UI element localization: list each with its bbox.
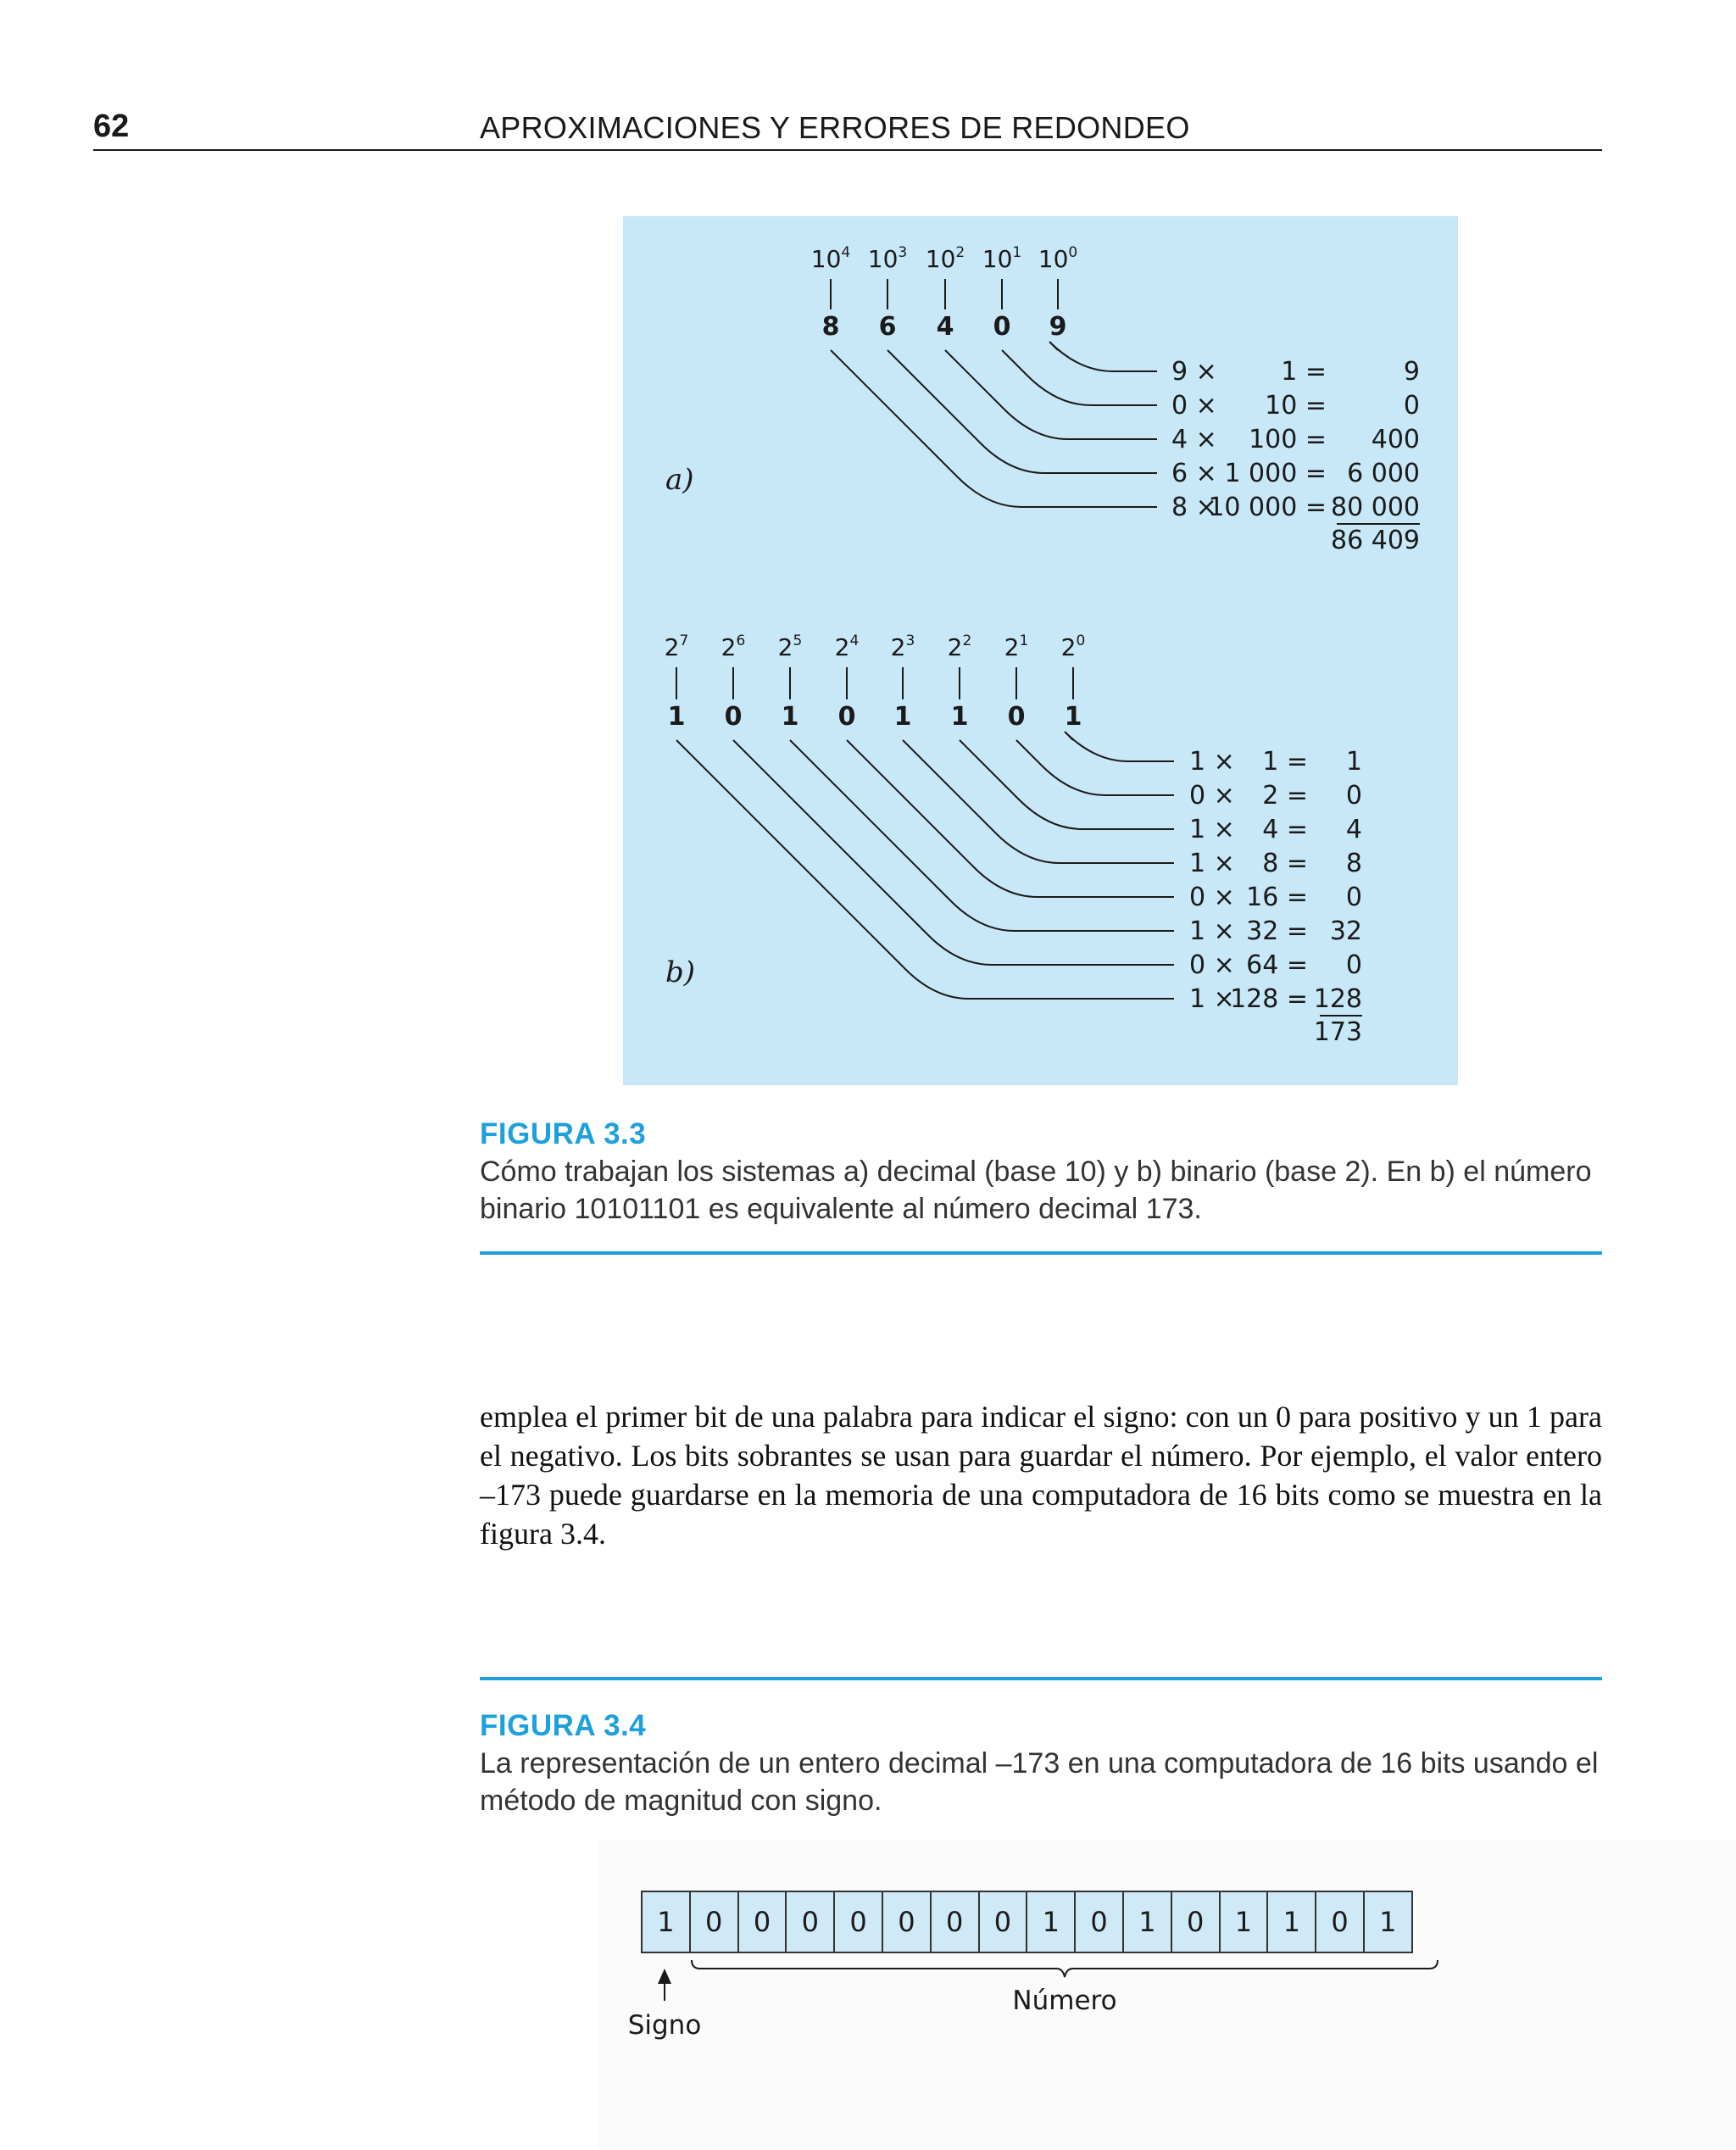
power-exponent: 3 <box>898 244 908 261</box>
row-multiplier: 1 × <box>1189 849 1235 878</box>
row-product: 0 <box>1345 781 1362 810</box>
power-exponent: 5 <box>793 632 803 649</box>
row-product: 128 <box>1313 984 1362 1014</box>
power-base: 2 <box>777 633 793 661</box>
row-multiplier: 4 × <box>1171 425 1217 454</box>
power-label <box>868 244 907 273</box>
sum-total: 173 <box>1313 1017 1362 1047</box>
power-exponent: 7 <box>679 632 689 649</box>
connector-line <box>1016 740 1174 795</box>
magnitude-bit-cell: 0 <box>691 1891 739 1953</box>
body-paragraph: emplea el primer bit de una palabra para indicar el signo: con un 0 para positivo y un 1 para el negativo. Los bits sobrantes se usan para guardar el número. Por ejemplo, el valor entero –173 puede guardarse en la memoria de una computadora de 16 bits como se muestra en la figura 3.4. <box>480 1400 1602 1551</box>
power-label <box>1004 632 1029 661</box>
row-product: 80 000 <box>1331 493 1420 522</box>
figure-3-4-caption: La representación de un entero decimal –173 en una computadora de 16 bits usando el método de magnitud con signo. <box>480 1747 1599 1817</box>
power-label <box>926 244 965 273</box>
connector-line <box>887 350 1157 473</box>
row-place-value: 2 = <box>1262 781 1308 810</box>
figure-3-3-diagram <box>623 216 1458 1085</box>
connector-line <box>676 740 1174 999</box>
part-b-label: b) <box>665 955 696 989</box>
row-place-value: 1 = <box>1281 357 1327 387</box>
row-product: 9 <box>1403 357 1420 387</box>
connector-line <box>1049 342 1157 371</box>
power-base: 2 <box>834 633 850 661</box>
power-label <box>982 244 1021 273</box>
connector-line <box>1002 350 1157 405</box>
magnitude-bit-cell: 0 <box>932 1891 980 1953</box>
row-multiplier: 0 × <box>1171 391 1217 421</box>
row-multiplier: 1 × <box>1189 815 1235 844</box>
row-place-value: 10 000 = <box>1208 493 1327 522</box>
power-exponent: 0 <box>1068 244 1078 261</box>
row-place-value: 1 = <box>1262 747 1308 777</box>
row-place-value: 8 = <box>1262 849 1308 878</box>
digit: 0 <box>837 702 856 732</box>
digit: 4 <box>936 312 954 342</box>
power-exponent: 1 <box>1012 244 1022 261</box>
sign-arrow-icon <box>658 1969 671 1984</box>
bit-register <box>641 1891 1413 1953</box>
magnitude-bit-cell: 0 <box>739 1891 787 1953</box>
digit: 0 <box>1007 702 1026 732</box>
figure-3-4-annotations <box>598 1950 1446 2043</box>
digit: 1 <box>893 702 912 732</box>
connector-line <box>1065 732 1174 761</box>
magnitude-bit-cell: 0 <box>980 1891 1028 1953</box>
magnitude-bit-cell: 1 <box>1365 1891 1413 1953</box>
row-product: 6 000 <box>1347 459 1420 488</box>
power-exponent: 2 <box>962 632 972 649</box>
row-product: 1 <box>1345 747 1362 777</box>
power-label <box>1038 244 1077 273</box>
row-multiplier: 1 × <box>1189 747 1235 777</box>
power-base: 2 <box>890 633 906 661</box>
row-place-value: 128 = <box>1230 984 1308 1014</box>
power-base: 2 <box>664 633 680 661</box>
connector-line <box>831 350 1157 507</box>
row-product: 0 <box>1345 950 1362 980</box>
magnitude-bit-cell: 0 <box>835 1891 883 1953</box>
running-header-title: APROXIMACIONES Y ERRORES DE REDONDEO <box>480 110 1190 145</box>
power-label <box>665 632 689 661</box>
header-rule <box>93 149 1602 151</box>
magnitude-bit-cell: 0 <box>1076 1891 1124 1953</box>
row-multiplier: 1 × <box>1189 916 1235 946</box>
magnitude-bit-cell: 1 <box>1027 1891 1076 1953</box>
magnitude-bit-cell: 0 <box>883 1891 932 1953</box>
row-place-value: 64 = <box>1246 950 1308 980</box>
digit: 1 <box>1064 702 1082 732</box>
row-multiplier: 8 × <box>1171 493 1217 522</box>
power-base: 10 <box>1038 245 1069 273</box>
row-multiplier: 0 × <box>1189 950 1235 980</box>
part-a-label: a) <box>665 463 694 497</box>
power-label <box>835 632 860 661</box>
figure-3-4-label: FIGURA 3.4 <box>480 1709 647 1742</box>
digit: 6 <box>878 312 897 342</box>
sign-bit-cell: 1 <box>643 1891 691 1953</box>
power-label <box>948 632 972 661</box>
magnitude-bit-cell: 0 <box>1316 1891 1365 1953</box>
figure-3-4-rule <box>480 1677 1602 1680</box>
power-base: 10 <box>982 245 1013 273</box>
power-label <box>811 244 850 273</box>
row-place-value: 10 = <box>1265 391 1327 421</box>
power-base: 10 <box>925 245 956 273</box>
sign-label: Signo <box>627 2010 702 2041</box>
power-exponent: 4 <box>841 244 851 261</box>
power-exponent: 0 <box>1076 632 1086 649</box>
digit: 9 <box>1049 312 1067 342</box>
magnitude-bit-cell: 1 <box>1124 1891 1172 1953</box>
row-product: 0 <box>1403 391 1420 421</box>
row-multiplier: 0 × <box>1189 781 1235 810</box>
power-exponent: 2 <box>955 244 965 261</box>
power-base: 10 <box>810 245 842 273</box>
figure-3-3-panel <box>623 216 1458 1085</box>
row-product: 8 <box>1345 849 1362 878</box>
figure-3-3-caption: Cómo trabajan los sistemas a) decimal (base 10) y b) binario (base 2). En b) el número binario 10101101 es equivalente al número decimal 173. <box>480 1156 1592 1225</box>
digit: 1 <box>667 702 686 732</box>
power-exponent: 4 <box>849 632 860 649</box>
power-exponent: 6 <box>736 632 746 649</box>
row-multiplier: 6 × <box>1171 459 1217 488</box>
power-base: 10 <box>867 245 899 273</box>
digit: 0 <box>993 312 1011 342</box>
power-base: 2 <box>1004 633 1020 661</box>
row-multiplier: 0 × <box>1189 883 1235 912</box>
row-product: 32 <box>1329 916 1362 946</box>
connector-line <box>790 740 1174 931</box>
power-label <box>1061 632 1086 661</box>
digit: 0 <box>724 702 743 732</box>
digit: 1 <box>781 702 799 732</box>
row-multiplier: 9 × <box>1171 357 1217 387</box>
magnitude-bit-cell: 1 <box>1221 1891 1269 1953</box>
power-base: 2 <box>1060 633 1077 661</box>
power-exponent: 3 <box>905 632 915 649</box>
connector-line <box>847 740 1174 897</box>
magnitude-bit-cell: 1 <box>1268 1891 1316 1953</box>
power-exponent: 1 <box>1019 632 1029 649</box>
page-number: 62 <box>93 109 130 144</box>
digit: 1 <box>950 702 969 732</box>
figure-3-3-rule <box>480 1251 1602 1255</box>
power-base: 2 <box>947 633 963 661</box>
row-place-value: 100 = <box>1249 425 1327 454</box>
connector-line <box>903 740 1174 863</box>
power-base: 2 <box>721 633 737 661</box>
row-multiplier: 1 × <box>1189 984 1235 1014</box>
power-label <box>778 632 803 661</box>
row-place-value: 1 000 = <box>1224 459 1327 488</box>
number-label: Número <box>1012 1986 1117 2016</box>
power-label <box>891 632 915 661</box>
row-product: 0 <box>1345 883 1362 912</box>
sum-total: 86 409 <box>1331 526 1420 555</box>
magnitude-bit-cell: 0 <box>787 1891 835 1953</box>
digit: 8 <box>821 312 840 342</box>
row-place-value: 16 = <box>1246 883 1308 912</box>
row-place-value: 32 = <box>1246 916 1308 946</box>
magnitude-bit-cell: 0 <box>1172 1891 1221 1953</box>
power-label <box>721 632 746 661</box>
row-product: 4 <box>1345 815 1362 844</box>
figure-3-3-label: FIGURA 3.3 <box>480 1117 647 1150</box>
row-place-value: 4 = <box>1262 815 1308 844</box>
number-brace <box>692 1960 1438 1977</box>
row-product: 400 <box>1371 425 1420 454</box>
